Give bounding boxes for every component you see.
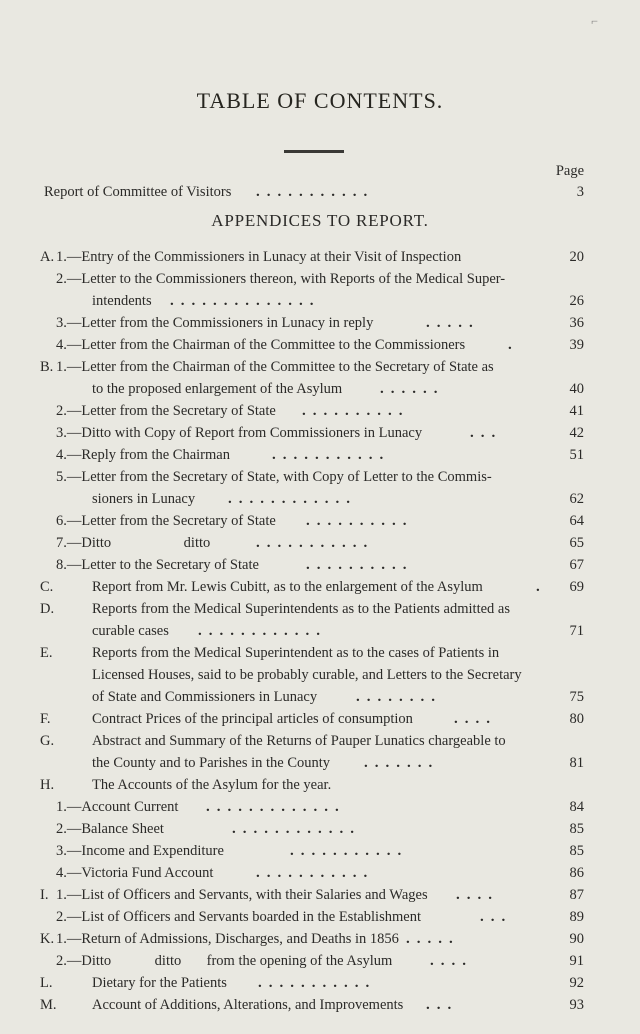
toc-entry-text: the County and to Parishes in the County [92, 755, 331, 771]
leader-dots: ........... [258, 975, 377, 991]
toc-entry-text: Reports from the Medical Superintendent as to the cases of Patients in [92, 645, 500, 661]
leader-dots: ... [470, 425, 503, 441]
toc-entry [0, 356, 640, 378]
leader-dots: ........ [356, 689, 442, 705]
report-entry-page: 3 [576, 184, 584, 200]
toc-entry-page: 81 [569, 755, 584, 771]
title-rule [284, 150, 344, 153]
appendix-letter: E. [40, 645, 53, 661]
toc-entry-text: 4.—Victoria Fund Account [56, 865, 214, 881]
toc-entry-text: 2.—List of Officers and Servants boarded in the Establishment [56, 909, 421, 925]
toc-entry-text: Reports from the Medical Superintendents as to the Patients admitted as [92, 601, 510, 617]
toc-entry-page: 41 [569, 403, 584, 419]
toc-entry-page: 42 [569, 425, 584, 441]
leader-dots: ........... [256, 535, 375, 551]
appendix-letter: A. [40, 249, 55, 265]
toc-entry [0, 400, 640, 422]
toc-entry-text: 7.—Ditto ditto [56, 535, 211, 551]
corner-mark: ⌐ [591, 14, 598, 28]
appendix-letter: C. [40, 579, 54, 595]
toc-entry [0, 840, 640, 862]
leader-dots: .......... [306, 557, 414, 573]
toc-entry-text: intendents [92, 293, 152, 309]
toc-entry-text: 2.—Ditto ditto from the opening of the Asylum [56, 953, 393, 969]
page-column-label: Page [555, 163, 584, 179]
toc-entry-page: 36 [569, 315, 584, 331]
toc-entry-text: 2.—Letter to the Commissioners thereon, with Reports of the Medical Super- [56, 271, 506, 287]
appendices-heading: APPENDICES TO REPORT. [211, 211, 429, 230]
toc-entry-text: 8.—Letter to the Secretary of State [56, 557, 259, 573]
toc-entry-page: 40 [569, 381, 584, 397]
toc-entry-page: 91 [569, 953, 584, 969]
toc-entry [0, 620, 640, 642]
toc-entry-text: The Accounts of the Asylum for the year. [92, 777, 332, 793]
leader-dots: . [536, 579, 547, 595]
toc-entry-text: 1.—Account Current [56, 799, 179, 815]
leader-dots: . [508, 337, 519, 353]
toc-entry [0, 488, 640, 510]
toc-entry-page: 62 [569, 491, 584, 507]
toc-entry [0, 334, 640, 356]
leader-dots: ... [480, 909, 513, 925]
toc-entry-page: 90 [569, 931, 584, 947]
toc-entry-page: 80 [569, 711, 584, 727]
toc-entry [0, 752, 640, 774]
leader-dots: ............ [232, 821, 361, 837]
report-entry [0, 181, 640, 203]
toc-entry-page: 93 [569, 997, 584, 1013]
toc-entry-text: 1.—Entry of the Commissioners in Lunacy at their Visit of Inspection [56, 249, 462, 265]
toc-entry [0, 708, 640, 730]
leader-dots: .......... [302, 403, 410, 419]
toc-entry [0, 312, 640, 334]
toc-entry-text: sioners in Lunacy [92, 491, 196, 507]
leader-dots: ........... [256, 865, 375, 881]
toc-entry-text: Contract Prices of the principal articles of consumption [92, 711, 413, 727]
toc-entry-page: 26 [569, 293, 584, 309]
toc-entry-text: 5.—Letter from the Secretary of State, with Copy of Letter to the Commis- [56, 469, 492, 485]
leader-dots: ........... [290, 843, 409, 859]
appendix-letter: G. [40, 733, 55, 749]
leader-dots: ...... [380, 381, 445, 397]
toc-entry-page: 85 [569, 843, 584, 859]
page-title: TABLE OF CONTENTS. [196, 88, 444, 113]
toc-entry-text: 4.—Letter from the Chairman of the Committee to the Commissioners [56, 337, 466, 353]
toc-entry [0, 576, 640, 598]
toc-entry [0, 818, 640, 840]
toc-entry-text: 3.—Ditto with Copy of Report from Commissioners in Lunacy [56, 425, 423, 441]
appendix-letter: L. [40, 975, 53, 991]
toc-entry [0, 422, 640, 444]
toc-entry [0, 994, 640, 1016]
appendix-letter: B. [40, 359, 54, 375]
toc-entry [0, 664, 640, 686]
toc-entry [0, 950, 640, 972]
toc-entry [0, 532, 640, 554]
appendix-letter: I. [40, 887, 49, 903]
appendix-letter: F. [40, 711, 51, 727]
toc-entry-page: 69 [569, 579, 584, 595]
toc-entry [0, 444, 640, 466]
toc-entry-text: Dietary for the Patients [92, 975, 227, 991]
toc-entry [0, 774, 640, 796]
toc-entry [0, 642, 640, 664]
leader-dots: .... [456, 887, 499, 903]
toc-entry-page: 51 [569, 447, 584, 463]
leader-dots: .... [430, 953, 473, 969]
toc-entry [0, 928, 640, 950]
toc-entry-text: 3.—Income and Expenditure [56, 843, 224, 859]
toc-entry-text: 4.—Reply from the Chairman [56, 447, 230, 463]
toc-entry-page: 87 [569, 887, 584, 903]
appendix-letter: H. [40, 777, 55, 793]
appendix-letter: D. [40, 601, 55, 617]
appendix-letter: K. [40, 931, 55, 947]
toc-entry [0, 730, 640, 752]
toc-entry-text: Report from Mr. Lewis Cubitt, as to the enlargement of the Asylum [92, 579, 483, 595]
toc-entry-text: curable cases [92, 623, 169, 639]
toc-entry-page: 20 [569, 249, 584, 265]
toc-entry-page: 75 [569, 689, 584, 705]
toc-entry [0, 906, 640, 928]
toc-entry-page: 92 [569, 975, 584, 991]
toc-entry [0, 268, 640, 290]
leader-dots: ........... [272, 447, 391, 463]
toc-entry [0, 290, 640, 312]
appendix-letter: M. [40, 997, 57, 1013]
toc-entry-page: 39 [569, 337, 584, 353]
toc-entry [0, 466, 640, 488]
toc-entry [0, 554, 640, 576]
toc-entry-text: of State and Commissioners in Lunacy [92, 689, 318, 705]
toc-entry-text: Account of Additions, Alterations, and Improvements [92, 997, 404, 1013]
toc-entry [0, 598, 640, 620]
toc-entry [0, 884, 640, 906]
toc-entry-page: 71 [569, 623, 584, 639]
toc-entry-page: 64 [569, 513, 584, 529]
leader-dots: ... [426, 997, 459, 1013]
toc-entry-text: 2.—Balance Sheet [56, 821, 164, 837]
toc-entry-page: 85 [569, 821, 584, 837]
toc-entry-page: 67 [569, 557, 584, 573]
toc-entry-text: to the proposed enlargement of the Asylum [92, 381, 343, 397]
toc-entry-page: 89 [569, 909, 584, 925]
toc-entry-page: 86 [569, 865, 584, 881]
toc-entry-text: 3.—Letter from the Commissioners in Lunacy in reply [56, 315, 374, 331]
leader-dots: ..... [426, 315, 480, 331]
leader-dots: ............ [198, 623, 327, 639]
toc-entry-page: 84 [569, 799, 584, 815]
toc-entry [0, 972, 640, 994]
report-entry-label: Report of Committee of Visitors [44, 184, 232, 200]
leader-dots: ............. [206, 799, 346, 815]
leader-dots: ..... [406, 931, 460, 947]
toc-entry-text: Abstract and Summary of the Returns of Pauper Lunatics chargeable to [92, 733, 506, 749]
toc-entry [0, 686, 640, 708]
leader-dots: .......... [306, 513, 414, 529]
toc-entry-text: 1.—Letter from the Chairman of the Committee to the Secretary of State as [56, 359, 494, 375]
toc-entry-text: 1.—Return of Admissions, Discharges, and Deaths in 1856 [56, 931, 399, 947]
toc-entry-page: 65 [569, 535, 584, 551]
toc-entry [0, 378, 640, 400]
toc-entry [0, 510, 640, 532]
toc-entry-text: Licensed Houses, said to be probably curable, and Letters to the Secretary [92, 667, 522, 683]
leader-dots: .... [454, 711, 497, 727]
toc-entry-text: 6.—Letter from the Secretary of State [56, 513, 276, 529]
leader-dots: ........... [256, 184, 375, 200]
leader-dots: ............ [228, 491, 357, 507]
leader-dots: .............. [170, 293, 321, 309]
toc-entry [0, 246, 640, 268]
toc-entry-text: 1.—List of Officers and Servants, with their Salaries and Wages [56, 887, 428, 903]
toc-entry-text: 2.—Letter from the Secretary of State [56, 403, 276, 419]
leader-dots: ....... [364, 755, 440, 771]
toc-entry [0, 862, 640, 884]
toc-entry [0, 796, 640, 818]
